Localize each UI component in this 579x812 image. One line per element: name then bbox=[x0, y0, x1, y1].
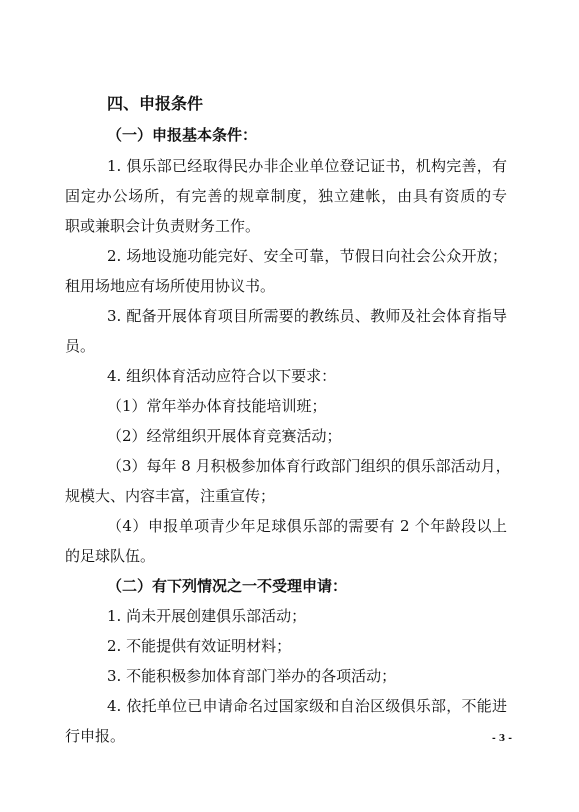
item-1-line-3: 职或兼职会计负责财务工作。 bbox=[65, 217, 261, 235]
item-3-line-2: 员。 bbox=[65, 337, 96, 355]
exclusion-2: 2. 不能提供有效证明材料； bbox=[107, 637, 292, 655]
item-2-line-2: 租用场地应有场所使用协议书。 bbox=[65, 277, 276, 295]
item-4-sub-3-line-1: （3）每年 8 月积极参加体育行政部门组织的俱乐部活动月， bbox=[107, 457, 511, 475]
item-4-sub-2: （2）经常组织开展体育竞赛活动； bbox=[107, 427, 342, 445]
item-3-line-1: 3. 配备开展体育项目所需要的教练员、教师及社会体育指导 bbox=[107, 307, 507, 325]
item-1-line-2: 固定办公场所，有完善的规章制度，独立建帐，由具有资质的专 bbox=[65, 187, 507, 205]
item-4-heading: 4. 组织体育活动应符合以下要求： bbox=[107, 367, 337, 385]
item-4-sub-4-line-1: （4）申报单项青少年足球俱乐部的需要有 2 个年龄段以上 bbox=[107, 517, 507, 535]
subsection-title-basic-conditions: （一）申报基本条件： bbox=[107, 126, 258, 144]
page-number: - 3 - bbox=[492, 734, 512, 744]
item-2-line-1: 2. 场地设施功能完好、安全可靠，节假日向社会公众开放； bbox=[107, 247, 507, 265]
exclusion-4-line-2: 行申报。 bbox=[65, 727, 126, 745]
item-4-sub-1: （1）常年举办体育技能培训班； bbox=[107, 397, 327, 415]
item-1-line-1: 1. 俱乐部已经取得民办非企业单位登记证书，机构完善，有 bbox=[107, 157, 507, 175]
item-4-sub-3-line-2: 规模大、内容丰富，注重宣传； bbox=[65, 487, 276, 505]
exclusion-1: 1. 尚未开展创建俱乐部活动； bbox=[107, 607, 307, 625]
subsection-title-not-accepted: （二）有下列情况之一不受理申请： bbox=[107, 577, 348, 595]
item-4-sub-4-line-2: 的足球队伍。 bbox=[65, 547, 156, 565]
section-title: 四、申报条件 bbox=[107, 94, 204, 113]
exclusion-4-line-1: 4. 依托单位已申请命名过国家级和自治区级俱乐部，不能进 bbox=[107, 697, 507, 715]
exclusion-3: 3. 不能积极参加体育部门举办的各项活动； bbox=[107, 667, 397, 685]
